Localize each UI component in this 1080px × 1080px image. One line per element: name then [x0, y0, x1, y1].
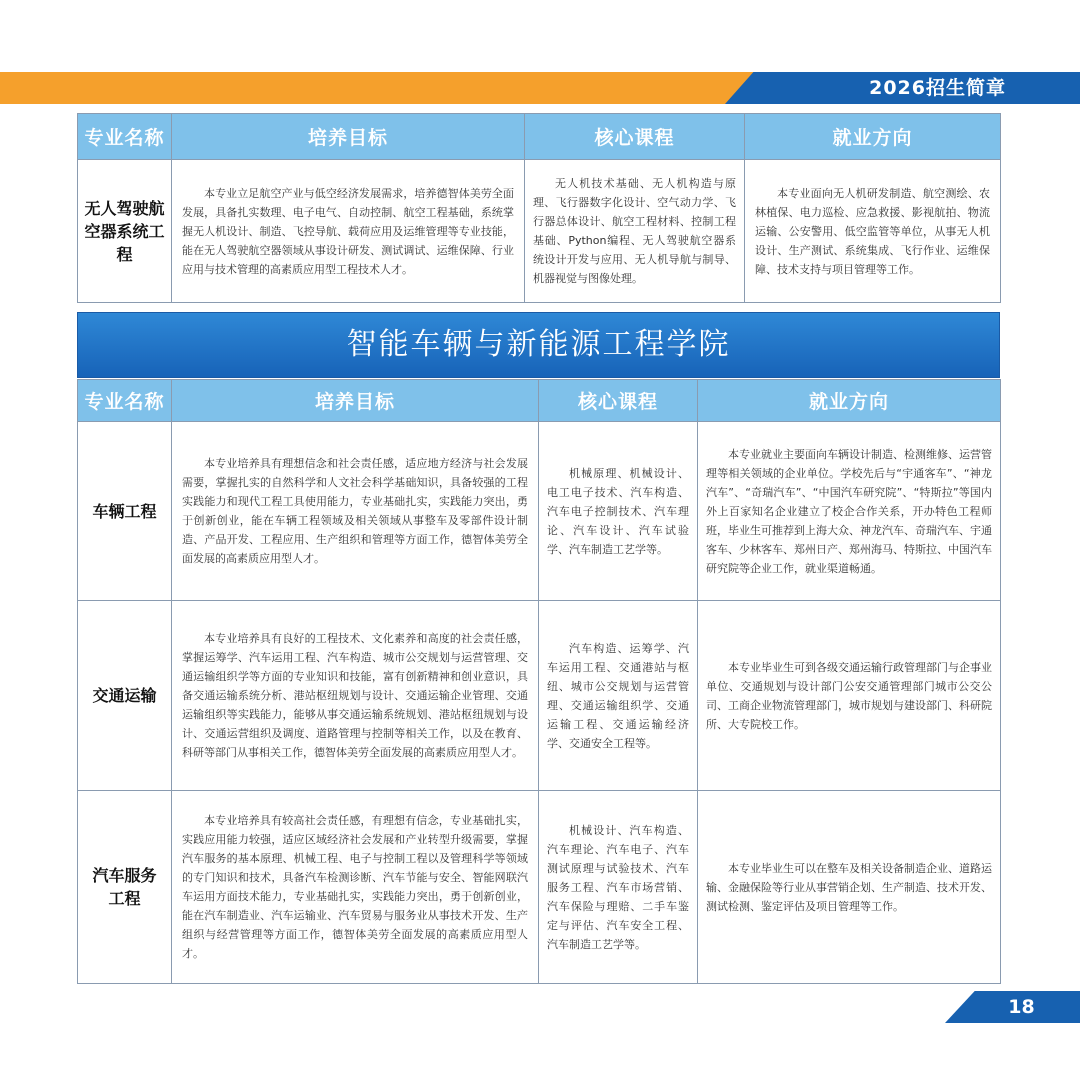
training-goal: 本专业培养具有良好的工程技术、文化素养和高度的社会责任感，掌握运筹学、汽车运用工程、汽车构造、城市公交规划与运营管理、交通运输组织学等方面的专业知识和技能，富有创新精神和创业意识，具备交通运输系统分析、港站枢纽规划与设计、交通运输企业管理、交通运输组织等实践能力，能够从事交通运输系统规划、港站枢纽规划与设计、交通运营组织及调度、道路管理与控制等相关工作，以及在教育、科研等部门从事相关工作，德智体美劳全面发展的高素质应用型人才。 — [172, 601, 539, 791]
career-direction: 本专业毕业生可以在整车及相关设备制造企业、道路运输、金融保险等行业从事营销企划、生产制造、技术开发、测试检测、鉴定评估及项目管理等工作。 — [698, 791, 1001, 984]
training-goal: 本专业立足航空产业与低空经济发展需求，培养德智体美劳全面发展，具备扎实数理、电子电气、自动控制、航空工程基础，系统掌握无人机设计、制造、飞控导航、载荷应用及运维管理等专业技能，能在无人驾驶航空器领域从事设计研发、测试调试、运维保障、行业应用与技术管理的高素质应用型工程技术人才。 — [172, 160, 525, 303]
career-direction: 本专业就业主要面向车辆设计制造、检测维修、运营管理等相关领域的企业单位。学校先后与“宇通客车”、“神龙汽车”、“奇瑞汽车”、“中国汽车研究院”、“特斯拉”等国内外上百家知名企业建立了校企合作关系，开办特色工程师班，毕业生可推荐到上海大众、神龙汽车、奇瑞汽车、宇通客车、少林客车、郑州日产、郑州海马、特斯拉、中国汽车研究院等企业工作，就业渠道畅通。 — [698, 422, 1001, 601]
college-title-banner: 智能车辆与新能源工程学院 — [77, 312, 1000, 378]
table-row — [78, 422, 1001, 601]
career-direction: 本专业毕业生可到各级交通运输行政管理部门与企事业单位、交通规划与设计部门公安交通管理部门城市公交公司、工商企业物流管理部门，城市规划与建设部门、科研院所、大专院校工作。 — [698, 601, 1001, 791]
major-name: 交通运输 — [78, 601, 172, 791]
header-major-name: 专业名称 — [78, 114, 172, 160]
table-header-row — [78, 114, 1001, 160]
header-career-direction: 就业方向 — [698, 380, 1001, 422]
header-training-goal: 培养目标 — [172, 114, 525, 160]
training-goal: 本专业培养具有较高社会责任感，有理想有信念，专业基础扎实，实践应用能力较强，适应区域经济社会发展和产业转型升级需要，掌握汽车服务的基本原理、机械工程、电子与控制工程以及管理科学等领域的专门知识和技术，具备汽车检测诊断、汽车节能与安全、智能网联汽车运用方面技术能力，专业基础扎实，实践能力突出，勇于创新创业，能在汽车制造业、汽车运输业、汽车贸易与服务业从事技术开发、生产组织与经营管理等方面工作，德智体美劳全面发展的高素质应用型人才。 — [172, 791, 539, 984]
career-direction: 本专业面向无人机研发制造、航空测绘、农林植保、电力巡检、应急救援、影视航拍、物流运输、公安警用、低空监管等单位，从事无人机设计、生产测试、系统集成、飞行作业、运维保障、技术支持与项目管理等工作。 — [745, 160, 1001, 303]
core-courses: 无人机技术基础、无人机构造与原理、飞行器数字化设计、空气动力学、飞行器总体设计、航空工程材料、控制工程基础、Python编程、无人驾驶航空器系统设计开发与应用、无人机导航与制导、机器视觉与图像处理。 — [525, 160, 745, 303]
core-courses: 机械原理、机械设计、电工电子技术、汽车构造、汽车电子控制技术、汽车理论、汽车设计、汽车试验学、汽车制造工艺学等。 — [539, 422, 698, 601]
header-orange-stripe — [0, 72, 800, 104]
header-career-direction: 就业方向 — [745, 114, 1001, 160]
major-name: 无人驾驶航空器系统工程 — [78, 160, 172, 303]
table-row — [78, 160, 1001, 303]
table-header-row — [78, 380, 1001, 422]
table-row — [78, 791, 1001, 984]
college-major-table — [77, 379, 1001, 984]
core-courses: 机械设计、汽车构造、汽车理论、汽车电子、汽车测试原理与试验技术、汽车服务工程、汽车市场营销、汽车保险与理赔、二手车鉴定与评估、汽车安全工程、汽车制造工艺学等。 — [539, 791, 698, 984]
table-row — [78, 601, 1001, 791]
training-goal: 本专业培养具有理想信念和社会责任感，适应地方经济与社会发展需要，掌握扎实的自然科学和人文社会科学基础知识，具备较强的工程实践能力和现代工程工具使用能力，专业基础扎实，实践能力突出，勇于创新创业，能在车辆工程领域及相关领域从事整车及零部件设计制造、产品开发、工程应用、生产组织和管理等方面工作，德智体美劳全面发展的高素质应用型人才。 — [172, 422, 539, 601]
major-table-continued — [77, 113, 1001, 303]
header-major-name: 专业名称 — [78, 380, 172, 422]
header-training-goal: 培养目标 — [172, 380, 539, 422]
major-name: 车辆工程 — [78, 422, 172, 601]
core-courses: 汽车构造、运筹学、汽车运用工程、交通港站与枢纽、城市公交规划与运营管理、交通运输组织学、交通运输工程、交通运输经济学、交通安全工程等。 — [539, 601, 698, 791]
major-name: 汽车服务工程 — [78, 791, 172, 984]
page-number: 18 — [1008, 996, 1035, 1018]
brochure-title: 2026招生简章 — [869, 77, 1006, 99]
header-core-courses: 核心课程 — [525, 114, 745, 160]
header-core-courses: 核心课程 — [539, 380, 698, 422]
